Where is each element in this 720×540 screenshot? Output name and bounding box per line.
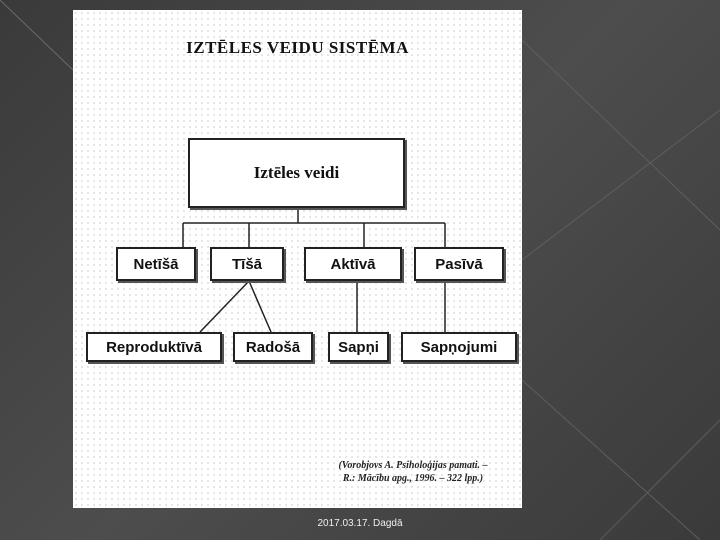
slide-image [73,10,522,508]
node-sapnojumi-label: Sapņojumi [420,338,498,356]
root-node [188,138,405,208]
node-sapni-label: Sapņi [338,338,379,356]
node-tisa-label: Tīšā [231,255,262,273]
node-reproduktiva-label: Reproduktīvā [106,338,202,356]
slide-footer: 2017.03.17. Dagdā [317,518,403,529]
citation-line-2: R.: Mācību apg., 1996. – 322 lpp.) [342,473,484,484]
node-aktiva-label: Aktīvā [330,255,376,273]
citation-line-1: (Vorobjovs A. Psiholoģijas pamati. – [338,460,488,471]
citation [313,459,513,485]
node-netisa [116,247,196,281]
node-radosa [233,332,313,362]
node-sapnojumi [401,332,517,362]
node-pasiva-label: Pasīvā [435,255,483,273]
node-sapni [328,332,389,362]
node-reproduktiva [86,332,222,362]
node-tisa [210,247,284,281]
node-netisa-label: Netīšā [133,255,179,273]
node-radosa-label: Radošā [245,338,301,356]
node-pasiva [414,247,504,281]
root-node-label: Iztēles veidi [253,163,340,182]
diagram-title: IZTĒLES VEIDU SISTĒMA [186,38,409,57]
node-aktiva [304,247,402,281]
